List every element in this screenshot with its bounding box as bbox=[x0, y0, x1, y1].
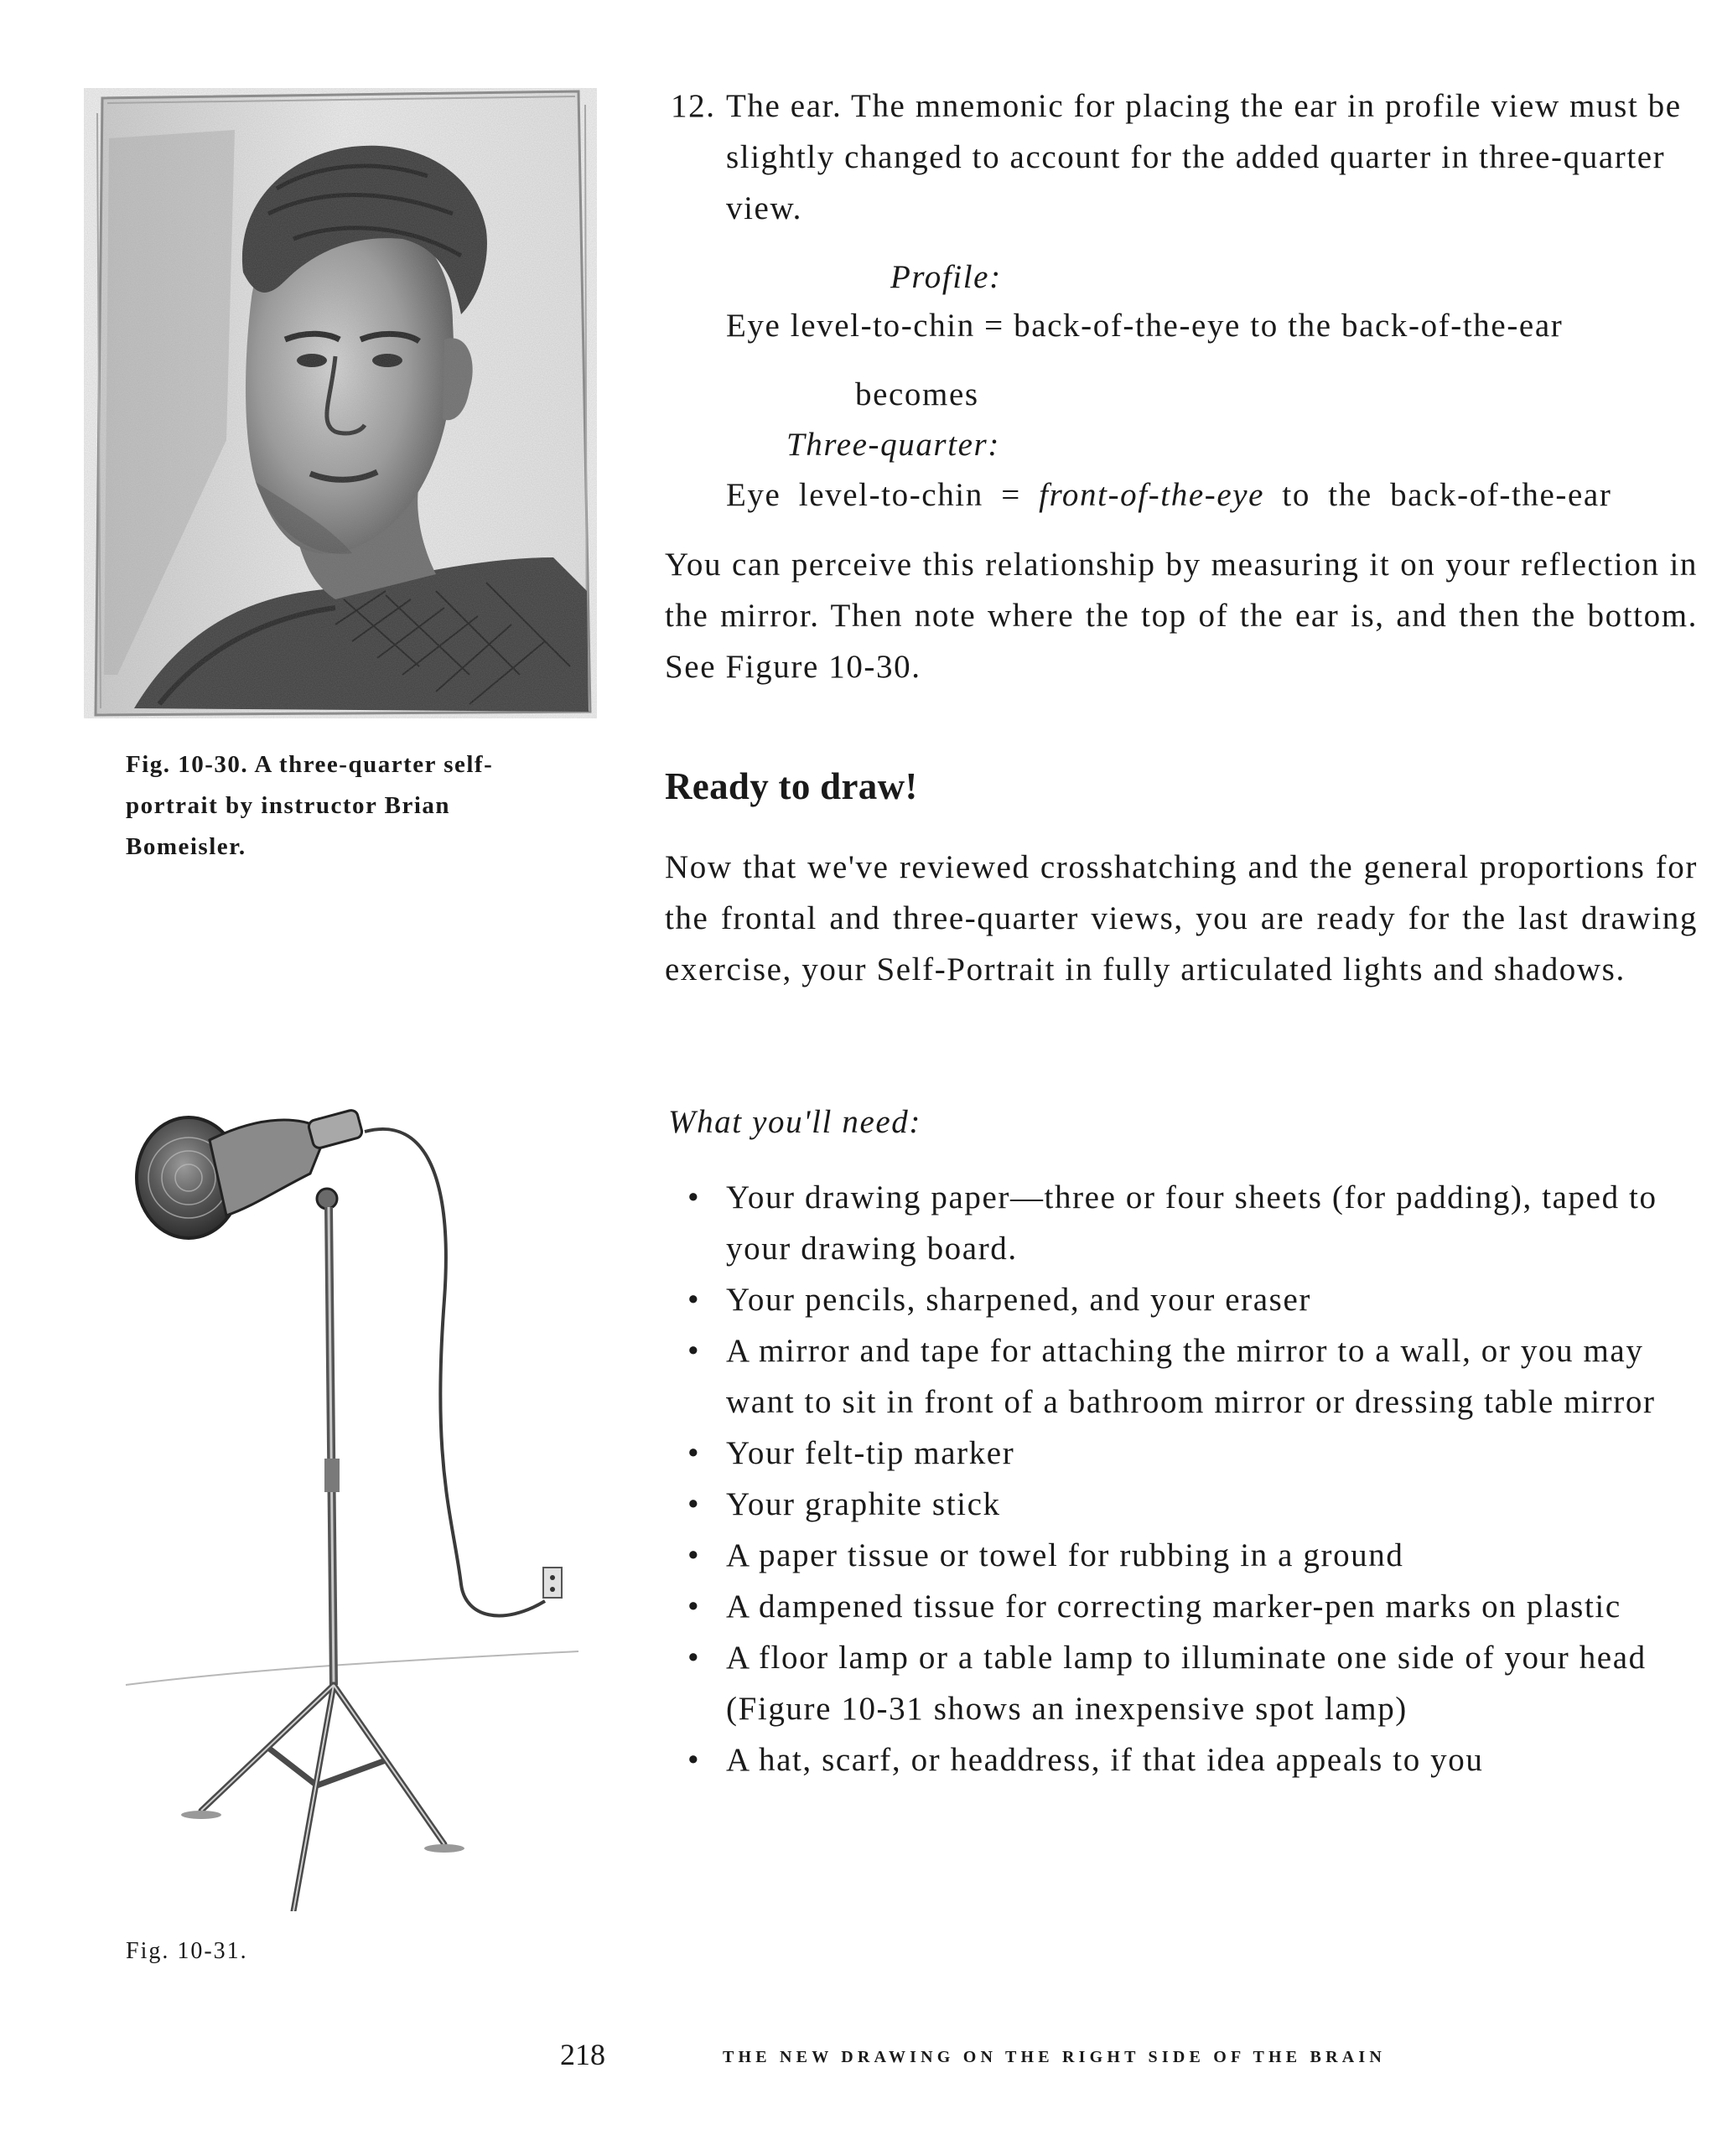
figure-10-30-caption: Fig. 10-30. A three-quarter self-portrait by instructor Brian Bomeisler. bbox=[126, 751, 494, 860]
profile-label: Profile: bbox=[890, 259, 1002, 295]
what-youll-need-label: What you'll need: bbox=[668, 1104, 921, 1140]
bullet: • bbox=[687, 1435, 701, 1471]
list-item: • Your felt-tip marker bbox=[686, 1428, 1700, 1479]
becomes-text: becomes bbox=[855, 376, 979, 412]
bullet: • bbox=[687, 1486, 701, 1522]
list-item: • Your pencils, sharpened, and your eraser bbox=[686, 1274, 1700, 1325]
section-heading: Ready to draw! bbox=[665, 765, 918, 807]
spot-lamp-figure bbox=[109, 1081, 595, 1911]
self-portrait-drawing bbox=[84, 88, 597, 718]
front-of-the-eye-emphasis: front-of-the-eye bbox=[1039, 477, 1265, 513]
three-quarter-label: Three-quarter: bbox=[786, 427, 1000, 463]
list-item: • A hat, scarf, or headdress, if that idea appeals to you bbox=[686, 1734, 1700, 1785]
bullet: • bbox=[687, 1333, 701, 1369]
bullet: • bbox=[687, 1282, 701, 1318]
page-number: 218 bbox=[560, 2038, 605, 2071]
list-item: • A paper tissue or towel for rubbing in a ground bbox=[686, 1530, 1700, 1581]
list-item: • A mirror and tape for attaching the mirror to a wall, or you may want to sit in front of a bathroom mirror or dressing table mirror bbox=[686, 1325, 1700, 1428]
bullet: • bbox=[687, 1179, 701, 1215]
three-quarter-lhs: Eye level-to-chin bbox=[726, 477, 983, 513]
body-paragraph-2: Now that we've reviewed crosshatching and the general proportions for the frontal and three-quarter views, you are ready for the last drawing exercise, your Self-Portrait in fully articulated lights and shadows. bbox=[665, 849, 1698, 987]
figure-10-31-caption: Fig. 10-31. bbox=[126, 1938, 248, 1964]
bullet: • bbox=[687, 1588, 701, 1625]
list-item: • A dampened tissue for correcting marker-pen marks on plastic bbox=[686, 1581, 1700, 1632]
list-item: • Your drawing paper—three or four sheets (for padding), taped to your drawing board. bbox=[686, 1172, 1700, 1274]
list-item: • Your graphite stick bbox=[686, 1479, 1700, 1530]
self-portrait-figure bbox=[84, 88, 597, 718]
body-paragraph-1: You can perceive this relationship by measuring it on your reflection in the mirror. Then note where the top of the ear is, and then the bottom. See Figure 10-30. bbox=[665, 547, 1698, 685]
three-quarter-rest: to the back-of-the-ear bbox=[1282, 477, 1612, 513]
spot-lamp-drawing bbox=[109, 1081, 595, 1911]
profile-equation: Eye level-to-chin = back-of-the-eye to the back-of-the-ear bbox=[726, 308, 1564, 344]
numbered-item-12 bbox=[671, 80, 1702, 234]
bullet: • bbox=[687, 1640, 701, 1676]
equals-sign: = bbox=[1001, 477, 1021, 513]
three-quarter-equation bbox=[726, 469, 1611, 521]
item-number: 12. bbox=[671, 88, 716, 124]
bullet: • bbox=[687, 1537, 701, 1573]
list-item: • A floor lamp or a table lamp to illuminate one side of your head (Figure 10-31 shows an inexpensive spot lamp) bbox=[686, 1632, 1700, 1734]
bullet: • bbox=[687, 1742, 701, 1778]
item-12-text: The ear. The mnemonic for placing the ear in profile view must be slightly changed to account for the added quarter in three-quarter view. bbox=[726, 88, 1682, 226]
materials-list bbox=[686, 1172, 1700, 1785]
running-footer-title: THE NEW DRAWING ON THE RIGHT SIDE OF THE BRAIN bbox=[723, 2048, 1386, 2066]
